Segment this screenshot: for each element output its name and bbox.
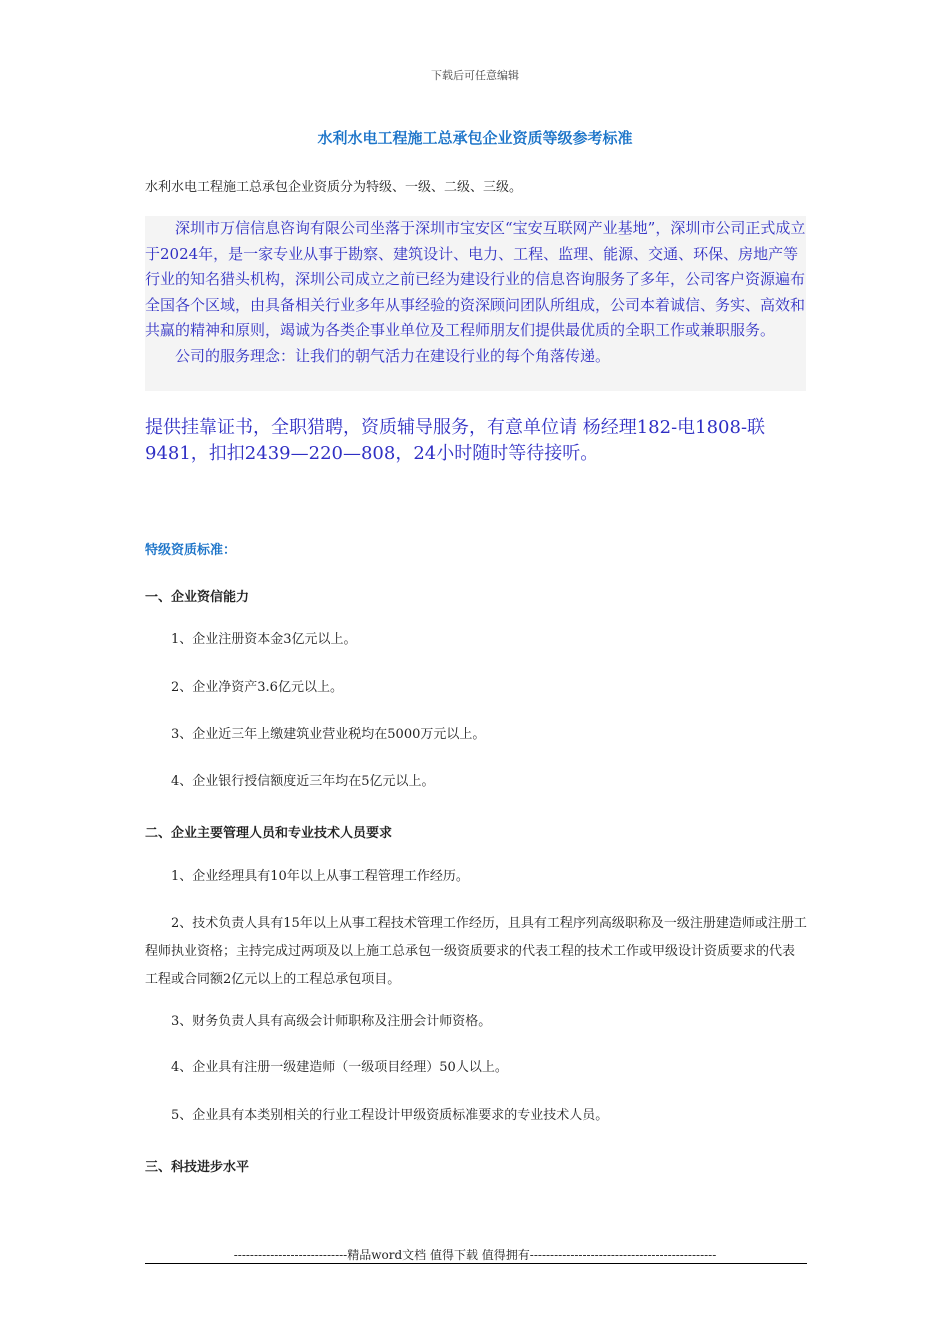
document-title: 水利水电工程施工总承包企业资质等级参考标准 <box>317 129 633 147</box>
footer-divider <box>145 1263 807 1264</box>
section-heading: 三、科技进步水平 <box>145 1160 250 1175</box>
company-ad-box <box>145 216 806 391</box>
list-item: 4、企业银行授信额度近三年均在5亿元以上。 <box>171 774 435 789</box>
contact-info <box>145 415 815 467</box>
list-item: 1、企业注册资本金3亿元以上。 <box>171 632 357 647</box>
ad-paragraph: 深圳市万信信息咨询有限公司坐落于深圳市宝安区“宝安互联网产业基地”，深圳市公司正式成立于2024年，是一家专业从事于勘察、建筑设计、电力、工程、监理、能源、交通、环保、房地产等行业的知名猎头机构，深圳公司成立之前已经为建设行业的信息咨询服务了多年，公司客户资源遍布全国各个区域，由具备相关行业多年从事经验的资深顾问团队所组成，公司本着诚信、务实、高效和共赢的精神和原则，竭诚为各类企事业单位及工程师朋友们提供最优质的全职工作或兼职服务。 <box>145 219 806 339</box>
list-item: 3、财务负责人具有高级会计师职称及注册会计师资格。 <box>171 1014 492 1029</box>
list-item: 4、企业具有注册一级建造师（一级项目经理）50人以上。 <box>171 1060 508 1075</box>
contact-text: 提供挂靠证书，全职猎聘，资质辅导服务，有意单位请 杨经理182-电1808-联9481，扣扣2439—220—808，24小时随时等待接听。 <box>145 417 766 464</box>
ad-paragraph: 公司的服务理念：让我们的朝气活力在建设行业的每个角落传递。 <box>175 346 611 365</box>
section-heading: 二、企业主要管理人员和专业技术人员要求 <box>145 826 393 841</box>
list-item: 5、企业具有本类别相关的行业工程设计甲级资质标准要求的专业技术人员。 <box>171 1108 609 1123</box>
intro-text: 水利水电工程施工总承包企业资质分为特级、一级、二级、三级。 <box>145 180 523 195</box>
list-item: 2、技术负责人具有15年以上从事工程技术管理工作经历，且具有工程序列高级职称及一级注册建造师或注册工程师执业资格；主持完成过两项及以上施工总承包一级资质要求的代表工程的技术工作或甲级设计资质要求的代表工程或合同额2亿元以上的工程总承包项目。 <box>145 916 807 987</box>
list-item: 1、企业经理具有10年以上从事工程管理工作经历。 <box>171 869 469 884</box>
list-item: 2、企业净资产3.6亿元以上。 <box>171 680 343 695</box>
page-footer: ----------------------------精品word文档 值得下载 值得拥有---------------------------------------------- <box>233 1248 717 1262</box>
section-heading: 一、企业资信能力 <box>145 590 250 605</box>
page-header: 下载后可任意编辑 <box>431 69 519 82</box>
list-item: 3、企业近三年上缴建筑业营业税均在5000万元以上。 <box>171 727 486 742</box>
special-grade-heading: 特级资质标准： <box>145 543 237 558</box>
